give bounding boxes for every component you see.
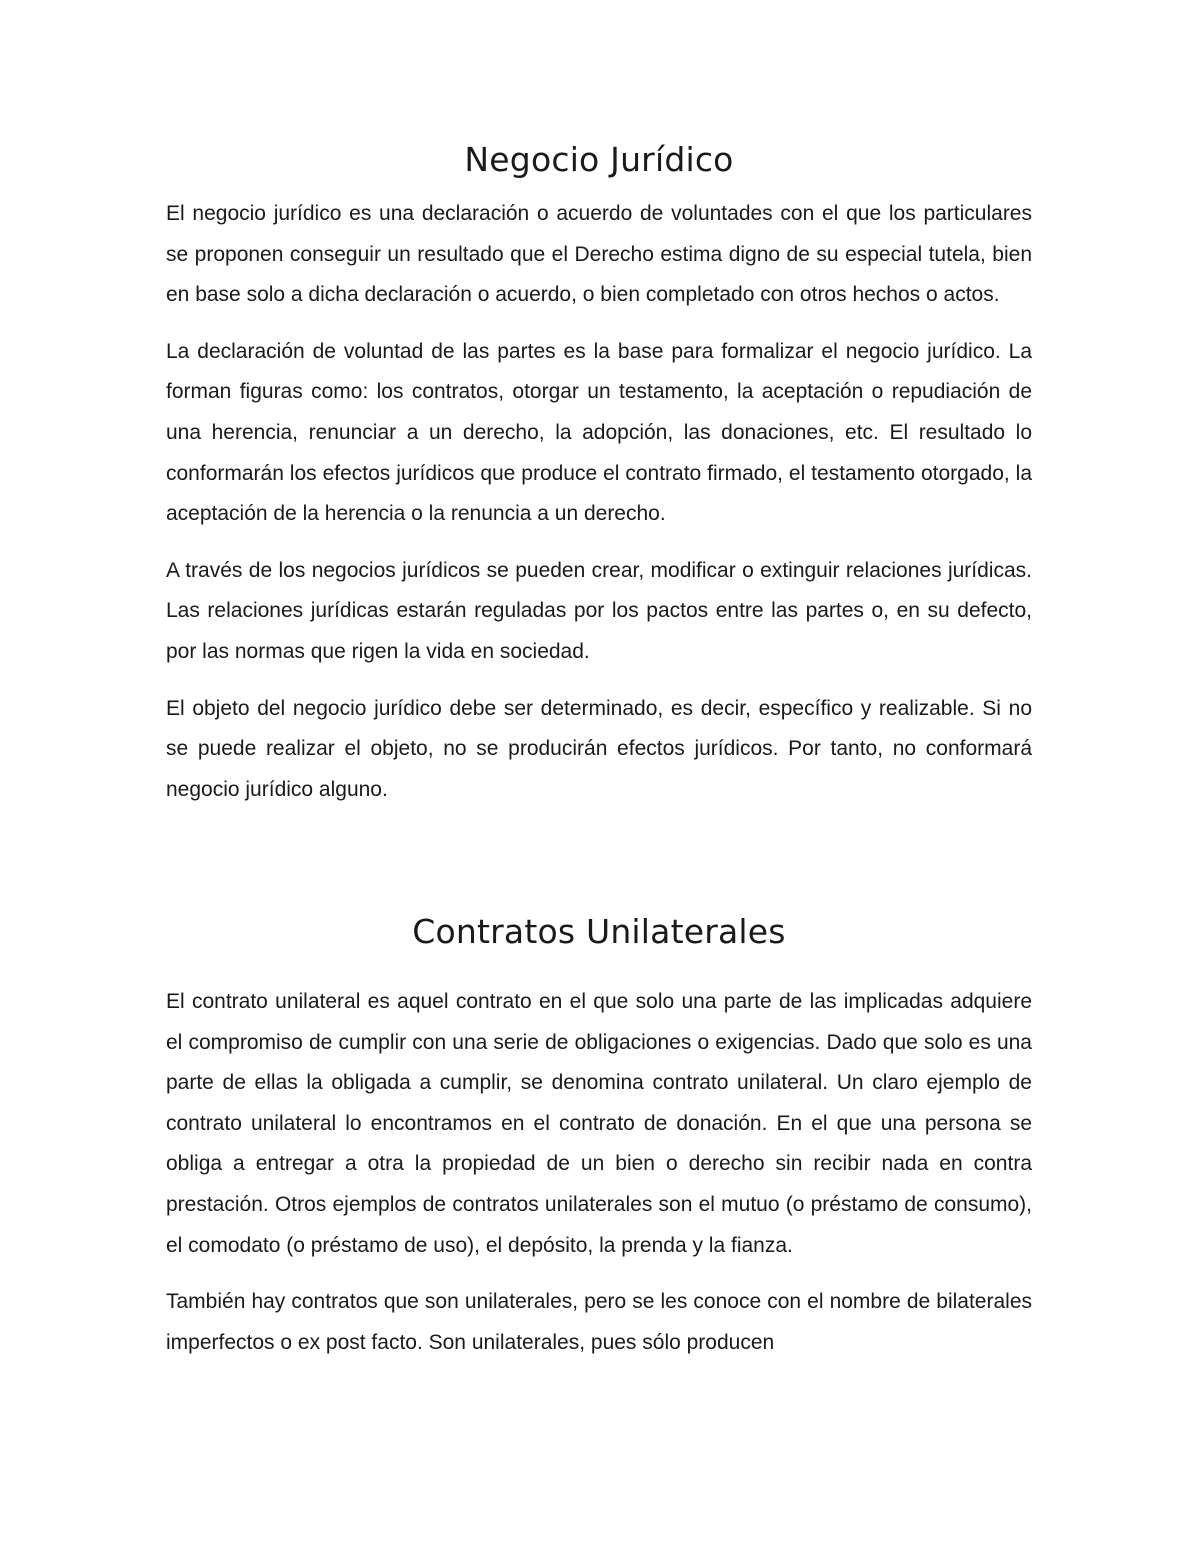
paragraph: También hay contratos que son unilaterales, pero se les conoce con el nombre de bilaterales imperfectos o ex post facto. Son unilaterales, pues sólo producen [166, 1290, 1032, 1354]
section-title-contratos-unilaterales: Contratos Unilaterales [412, 912, 786, 951]
paragraph: El objeto del negocio jurídico debe ser determinado, es decir, específico y realizable. Si no se puede realizar el objeto, no se producirán efectos jurídicos. Por tanto, no conformará negocio jurídico alguno. [166, 696, 1032, 801]
paragraph: El contrato unilateral es aquel contrato en el que solo una parte de las implicadas adquiere el compromiso de cumplir con una serie de obligaciones o exigencias. Dado que solo es una parte de ellas la obligada a cumplir, se denomina contrato unilateral. Un claro ejemplo de contrato unilateral lo encontramos en el contrato de donación. En el que una persona se obliga a entregar a otra la propiedad de un bien o derecho sin recibir nada en contra prestación. Otros ejemplos de contratos unilaterales son el mutuo (o préstamo de consumo), el comodato (o préstamo de uso), el depósito, la prenda y la fianza. [166, 990, 1032, 1257]
paragraph: El negocio jurídico es una declaración o acuerdo de voluntades con el que los particulares se proponen conseguir un resultado que el Derecho estima digno de su especial tutela, bien en base solo a dicha declaración o acuerdo, o bien completado con otros hechos o actos. [166, 202, 1032, 307]
section-body-negocio-juridico [166, 194, 1032, 810]
paragraph: La declaración de voluntad de las partes es la base para formalizar el negocio jurídico. La forman figuras como: los contratos, otorgar un testamento, la aceptación o repudiación de una herencia, renunciar a un derecho, la adopción, las donaciones, etc. El resultado lo conformarán los efectos jurídicos que produce el contrato firmado, el testamento otorgado, la aceptación de la herencia o la renuncia a un derecho. [166, 339, 1032, 526]
paragraph: A través de los negocios jurídicos se pueden crear, modificar o extinguir relaciones jurídicas. Las relaciones jurídicas estarán reguladas por los pactos entre las partes o, en su defecto, por las normas que rigen la vida en sociedad. [166, 558, 1032, 663]
section-title-negocio-juridico: Negocio Jurídico [464, 140, 734, 179]
section-body-contratos-unilaterales [166, 982, 1032, 1363]
